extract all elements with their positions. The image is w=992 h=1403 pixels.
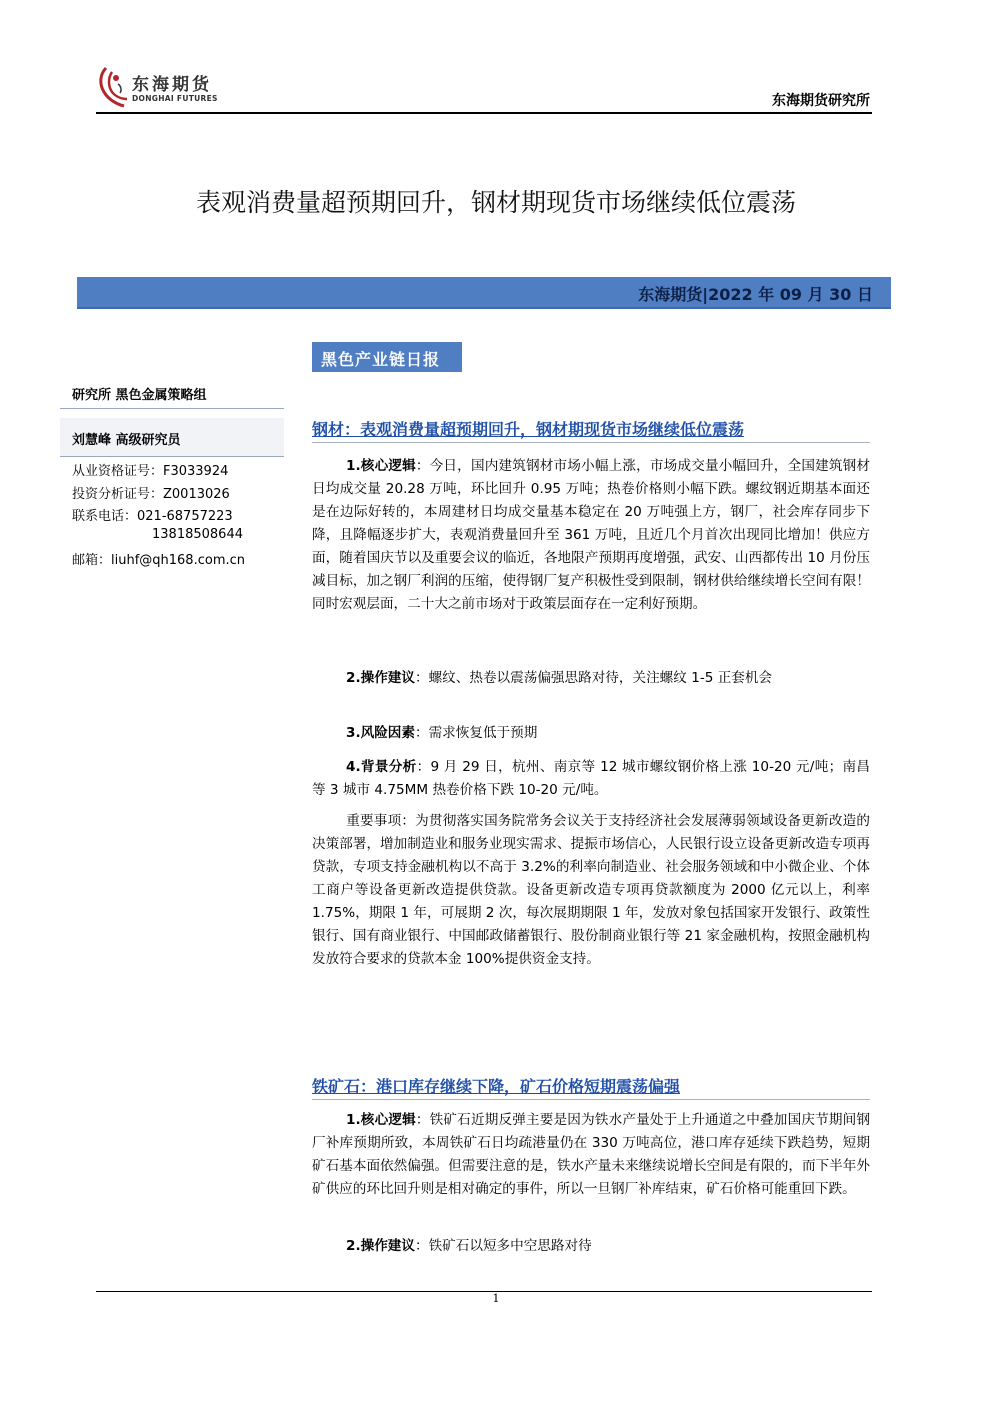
steel-operation-advice: [312, 667, 870, 690]
logo-chinese-name: 东海期货: [132, 75, 212, 95]
section-title-iron-ore[interactable]: 铁矿石：港口库存继续下降，矿石价格短期震荡偏强: [312, 1077, 681, 1096]
report-category-label: 黑色产业链日报: [321, 350, 441, 369]
para-text: ：铁矿石以短多中空思路对待: [415, 1238, 592, 1254]
steel-important-events: [312, 810, 870, 971]
license-number: 从业资格证号：F3033924: [72, 464, 229, 479]
steel-risk-factors: [312, 722, 870, 745]
para-text: ：铁矿石近期反弹主要是因为铁水产量处于上升通道之中叠加国庆节期间钢厂补库预期所致，本周铁矿石日均疏港量仍在 330 万吨高位，港口库存延续下跌趋势，短期矿石基本面依然偏强。但需要注意的是，铁水产量未来继续说增长空间是有限的，而下半年外矿供应的环比回升则是相对确定的事件，所以一旦钢厂补库结束，矿石价格可能重回下跌。: [312, 1112, 871, 1197]
steel-core-logic: [312, 455, 870, 616]
report-category-tag: [312, 342, 462, 372]
analyst-name: 刘慧峰 高级研究员: [72, 433, 181, 448]
para-label: 3.风险因素: [346, 725, 415, 741]
para-label: 2.操作建议: [346, 670, 415, 686]
para-text: ：9 月 29 日，杭州、南京等 12 城市螺纹钢价格上涨 10-20 元/吨；南昌等 3 城市 4.75MM 热卷价格下跌 10-20 元/吨。: [312, 759, 871, 798]
donghai-logo: [96, 64, 236, 112]
investment-license-number: 投资分析证号：Z0013026: [72, 487, 230, 502]
para-text: ：今日，国内建筑钢材市场小幅上涨，市场成交量小幅回升，全国建筑钢材日均成交量 20.28 万吨，环比回升 0.95 万吨；热卷价格则小幅下跌。螺纹钢近期基本面还是在边际好转的，本周建材日均成交量基本稳定在 20 万吨强上方，钢厂，社会库存同步下降，且降幅逐步扩大，表观消费量回升至 361 万吨，且近几个月首次出现同比增加！供应方面，随着国庆节以及重要会议的临近，各地限产预期再度增强，武安、山西都传出 10 月份压减目标，加之钢厂利润的压缩，使得钢厂复产积极性受到限制，钢材供给继续增长空间有限！同时宏观层面，二十大之前市场对于政策层面存在一定利好预期。: [312, 458, 871, 612]
steel-background-analysis: [312, 756, 870, 802]
report-title: 表观消费量超预期回升，钢材期现货市场继续低位震荡: [195, 188, 796, 217]
section-rule: [312, 1099, 870, 1100]
institute-name: 东海期货研究所: [772, 93, 870, 109]
ore-core-logic: [312, 1109, 870, 1201]
phone-number: 联系电话：021-68757223: [72, 509, 233, 524]
para-label: 2.操作建议: [346, 1238, 415, 1254]
para-label: 1.核心逻辑: [346, 1112, 416, 1128]
email-address: 邮箱：liuhf@qh168.com.cn: [72, 553, 245, 568]
sidebar-divider: [60, 456, 284, 457]
para-text: 重要事项：为贯彻落实国务院常务会议关于支持经济社会发展薄弱领域设备更新改造的决策部署，增加制造业和服务业现实需求、提振市场信心，人民银行设立设备更新改造专项再贷款，专项支持金融机构以不高于 3.2%的利率向制造业、社会服务领域和中小微企业、个体工商户等设备更新改造提供贷款。设备更新改造专项再贷款额度为 2000 亿元以上，利率 1.75%，期限 1 年，可展期 2 次，每次展期期限 1 年，发放对象包括国家开发银行、政策性银行、国有商业银行、中国邮政储蓄银行、股份制商业银行等 21 家金融机构，按照金融机构发放符合要求的贷款本金 100%提供资金支持。: [312, 813, 870, 967]
para-text: ：螺纹、热卷以震荡偏强思路对待，关注螺纹 1-5 正套机会: [415, 670, 773, 686]
para-label: 4.背景分析: [346, 759, 417, 775]
sidebar-divider: [60, 408, 284, 409]
dragon-logo-icon: [96, 64, 130, 110]
page-number: 1: [492, 1292, 500, 1305]
date-banner: [77, 277, 891, 309]
mobile-number: 13818508644: [152, 527, 243, 542]
ore-operation-advice: [312, 1235, 870, 1258]
date-banner-text: 东海期货|2022 年 09 月 30 日: [638, 285, 873, 304]
logo-english-name: DONGHAI FUTURES: [132, 94, 218, 103]
para-text: ：需求恢复低于预期: [415, 725, 538, 741]
section-rule: [312, 442, 870, 443]
header-rule: [96, 112, 872, 114]
para-label: 1.核心逻辑: [346, 458, 416, 474]
sidebar-group: 研究所 黑色金属策略组: [72, 388, 207, 403]
section-title-steel[interactable]: 钢材：表观消费量超预期回升，钢材期现货市场继续低位震荡: [312, 420, 745, 439]
